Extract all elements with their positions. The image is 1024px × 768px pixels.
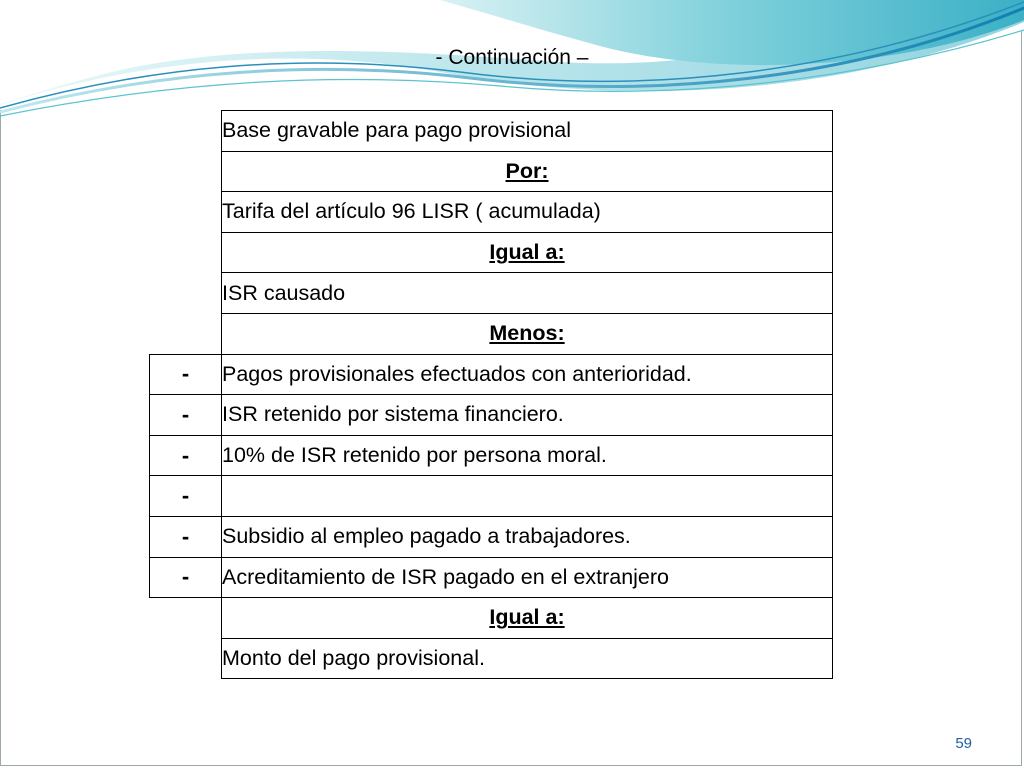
operator-cell: Igual a: — [222, 598, 833, 639]
table-row — [150, 638, 833, 679]
sign-cell: - — [150, 476, 222, 517]
table-row — [150, 598, 833, 639]
table-row — [150, 354, 833, 395]
concept-cell: Base gravable para pago provisional — [222, 111, 833, 152]
sign-cell: - — [150, 435, 222, 476]
concept-cell: Acreditamiento de ISR pagado en el extranjero — [222, 557, 833, 598]
sign-cell — [150, 111, 222, 152]
table-row — [150, 273, 833, 314]
sign-cell: - — [150, 516, 222, 557]
sign-cell: - — [150, 354, 222, 395]
sign-cell — [150, 273, 222, 314]
table-row — [150, 516, 833, 557]
operator-cell: Igual a: — [222, 232, 833, 273]
table-row — [150, 557, 833, 598]
table-row — [150, 435, 833, 476]
slide-title: - Continuación – — [435, 46, 589, 69]
sign-cell: - — [150, 557, 222, 598]
calculation-table — [149, 110, 833, 679]
table-row — [150, 192, 833, 233]
sign-cell: - — [150, 395, 222, 436]
concept-cell: Pagos provisionales efectuados con anterioridad. — [222, 354, 833, 395]
sign-cell — [150, 638, 222, 679]
table-row — [150, 151, 833, 192]
table-row — [150, 395, 833, 436]
table-row — [150, 232, 833, 273]
sign-cell — [150, 313, 222, 354]
page-number: 59 — [955, 735, 972, 752]
concept-cell: ISR causado — [222, 273, 833, 314]
table-row — [150, 476, 833, 517]
concept-cell — [222, 476, 833, 517]
concept-cell: Tarifa del artículo 96 LISR ( acumulada) — [222, 192, 833, 233]
sign-cell — [150, 598, 222, 639]
concept-cell: Subsidio al empleo pagado a trabajadores. — [222, 516, 833, 557]
sign-cell — [150, 232, 222, 273]
operator-cell: Menos: — [222, 313, 833, 354]
concept-cell: ISR retenido por sistema financiero. — [222, 395, 833, 436]
concept-cell: 10% de ISR retenido por persona moral. — [222, 435, 833, 476]
concept-cell: Monto del pago provisional. — [222, 638, 833, 679]
operator-cell: Por: — [222, 151, 833, 192]
sign-cell — [150, 151, 222, 192]
sign-cell — [150, 192, 222, 233]
table-row — [150, 313, 833, 354]
table-row — [150, 111, 833, 152]
